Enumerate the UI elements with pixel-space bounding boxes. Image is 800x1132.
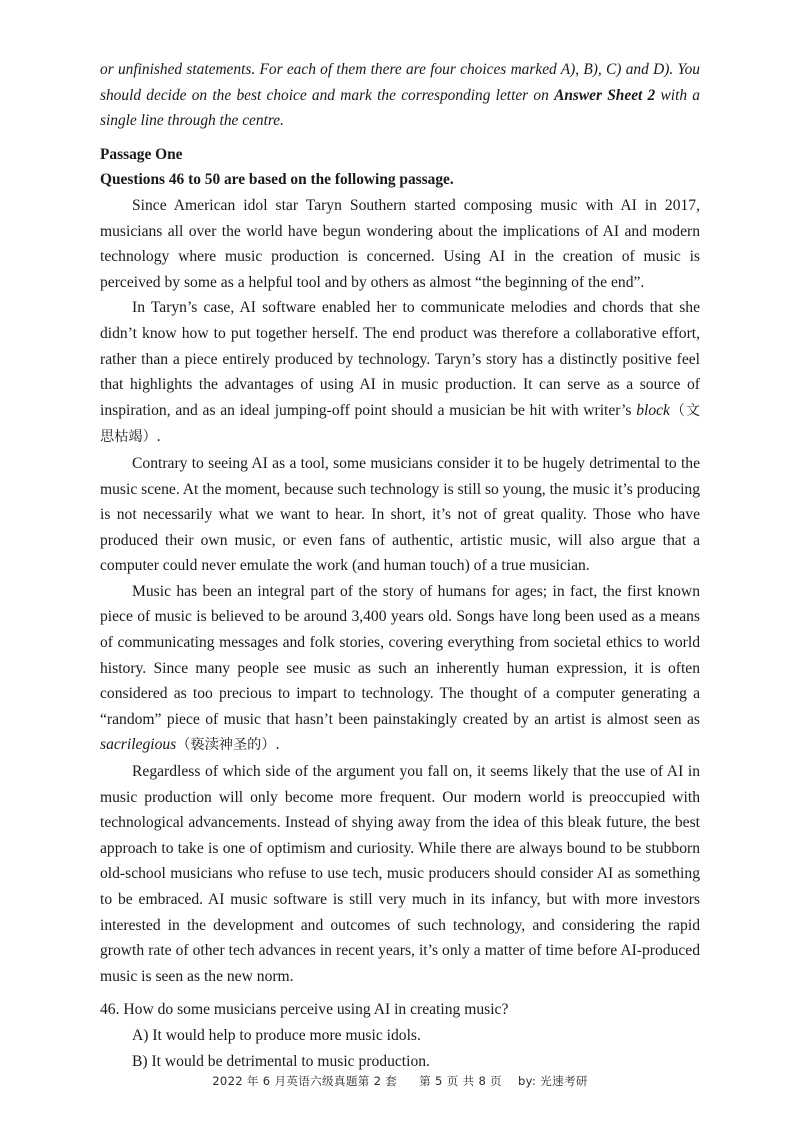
page-content: [100, 57, 700, 1074]
italic-term-block: block: [636, 401, 670, 419]
question-46: [100, 997, 700, 1074]
instructions-text-after: with a single line through the centre.: [100, 86, 700, 130]
questions-intro: Questions 46 to 50 are based on the following passage.: [100, 171, 454, 189]
question-46-choice-a[interactable]: A) It would help to produce more music idols.: [132, 1026, 421, 1044]
passage-paragraph-4: [100, 579, 700, 759]
instructions-text-before: or unfinished statements. For each of them there are four choices marked A), B), C) and D). You should decide on the best choice and mark the corresponding letter on: [100, 61, 700, 104]
paragraph-2-text-end: .: [156, 428, 161, 446]
question-46-choice-b[interactable]: B) It would be detrimental to music production.: [132, 1052, 430, 1070]
passage-paragraph-3: Contrary to seeing AI as a tool, some musicians consider it to be hugely detrimental to the music scene. At the moment, because such technology is still so young, the music it’s producing is not necessarily what we want to hear. In short, it’s not of great quality. Those who have produced their own music, or even fans of authentic, artistic music, will also argue that a computer could never emulate the work (and human touch) of a true musician.: [100, 454, 700, 575]
section-instructions: [100, 57, 700, 134]
gloss-block: （文思枯竭）: [100, 402, 700, 446]
gloss-sacrilegious: （亵渎神圣的）: [176, 737, 276, 754]
paragraph-4-text: Music has been an integral part of the story of humans for ages; in fact, the first known piece of music is believed to be around 3,400 years old. Songs have long been used as a means of communicating messages and folk stories, covering everything from societal ethics to world history. Since many people see music as such an inherently human expression, it is often considered as too precious to impart to technology. The thought of a computer generating a “random” piece of music that hasn’t been painstakingly created by an artist is almost seen as: [100, 582, 700, 728]
paragraph-2-text: In Taryn’s case, AI software enabled her to communicate melodies and chords that she didn’t know how to put together herself. The end product was therefore a collaborative effort, rather than a piece entirely produced by technology. Taryn’s story has a distinctly positive feel that highlights the advantages of using AI in music production. It can serve as a source of inspiration, and as an ideal jumping-off point should a musician be hit with writer’s: [100, 299, 700, 419]
answer-sheet-reference: Answer Sheet 2: [554, 86, 656, 104]
paragraph-4-text-end: .: [275, 736, 280, 754]
italic-term-sacrilegious: sacrilegious: [100, 736, 177, 754]
passage-paragraph-1: Since American idol star Taryn Southern started composing music with AI in 2017, musicians all over the world have begun wondering about the implications of AI and modern technology where music production is concerned. Using AI in the creation of music is perceived by some as a helpful tool and by others as almost “the beginning of the end”.: [100, 196, 700, 291]
page-footer: [0, 1073, 800, 1089]
passage-paragraph-2: [100, 295, 700, 451]
question-46-stem: 46. How do some musicians perceive using AI in creating music?: [100, 1001, 509, 1019]
footer-page-number: 第 5 页 共 8 页: [419, 1074, 503, 1088]
passage-label: Passage One: [100, 145, 183, 163]
passage-paragraph-5: Regardless of which side of the argument you fall on, it seems likely that the use of AI in music production will only become more frequent. Our modern world is preoccupied with technological advancements. Instead of shying away from the idea of this bleak future, the best approach to take is one of optimism and curiosity. While there are always bound to be stubborn old-school musicians who refuse to use tech, music producers should consider AI as something to be embraced. AI music software is still very much in its infancy, but with more investors interested in the development and outcomes of such technology, and considering the rapid growth rate of other tech advances in recent years, it’s only a matter of time before AI-produced music is seen as the new norm.: [100, 763, 700, 985]
footer-exam-title: 2022 年 6 月英语六级真题第 2 套: [212, 1074, 398, 1088]
footer-credit: by: 光速考研: [518, 1074, 588, 1088]
